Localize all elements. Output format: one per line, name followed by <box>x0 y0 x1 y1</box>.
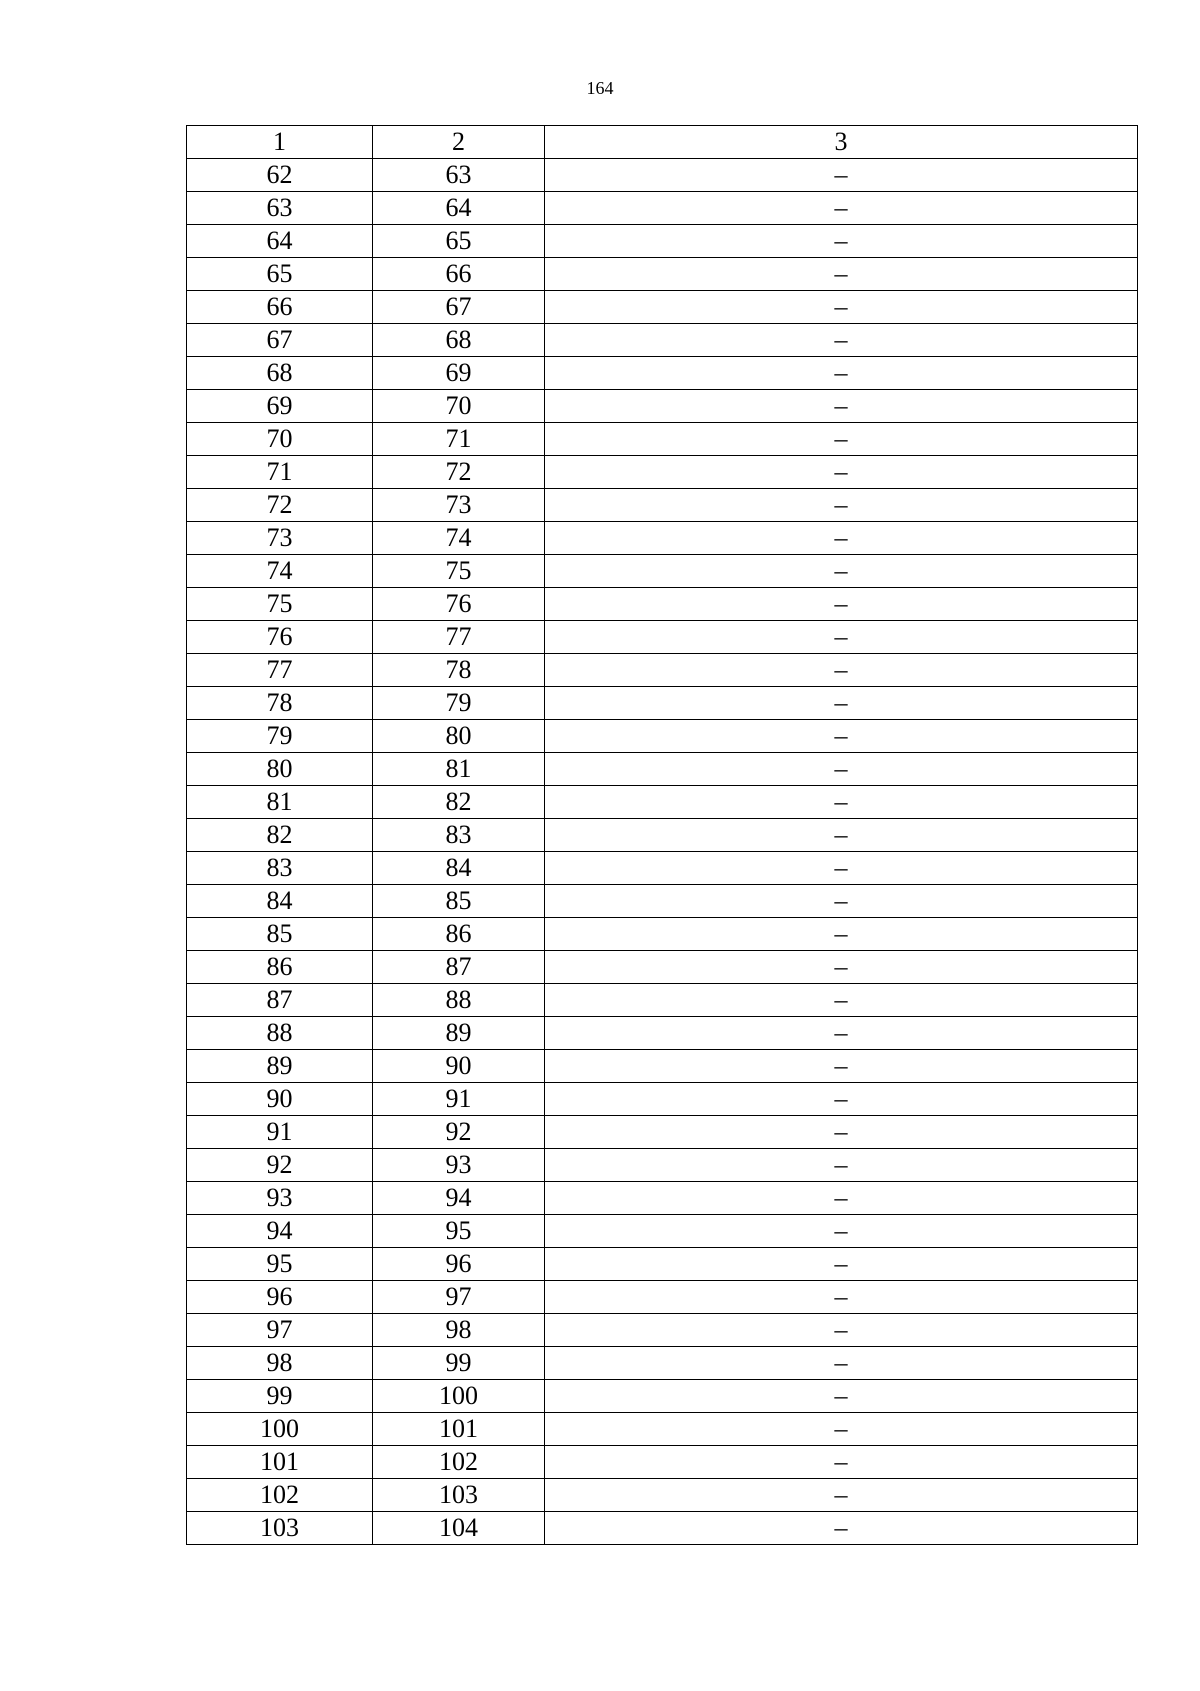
table-cell-col-3: – <box>545 654 1138 687</box>
table-row <box>187 918 1138 951</box>
table-cell-col-2: 68 <box>373 324 545 357</box>
table-cell-col-1: 91 <box>187 1116 373 1149</box>
table-row <box>187 1446 1138 1479</box>
table-row <box>187 984 1138 1017</box>
table-cell-col-1: 74 <box>187 555 373 588</box>
table-cell-col-2: 88 <box>373 984 545 1017</box>
table-cell-col-3: – <box>545 1380 1138 1413</box>
table-row <box>187 1347 1138 1380</box>
table-row <box>187 1479 1138 1512</box>
column-header-2: 2 <box>373 126 545 159</box>
table-cell-col-2: 85 <box>373 885 545 918</box>
table-cell-col-2: 69 <box>373 357 545 390</box>
table-cell-col-1: 94 <box>187 1215 373 1248</box>
table-row <box>187 588 1138 621</box>
table-row <box>187 324 1138 357</box>
table-cell-col-1: 87 <box>187 984 373 1017</box>
table-cell-col-1: 68 <box>187 357 373 390</box>
table-cell-col-3: – <box>545 1215 1138 1248</box>
table-cell-col-1: 102 <box>187 1479 373 1512</box>
table-cell-col-2: 71 <box>373 423 545 456</box>
table-row <box>187 291 1138 324</box>
table-cell-col-2: 76 <box>373 588 545 621</box>
table-cell-col-1: 103 <box>187 1512 373 1545</box>
table-row <box>187 1083 1138 1116</box>
table-row <box>187 687 1138 720</box>
table-cell-col-3: – <box>545 687 1138 720</box>
table-cell-col-1: 69 <box>187 390 373 423</box>
table-row <box>187 753 1138 786</box>
table-cell-col-1: 95 <box>187 1248 373 1281</box>
table-cell-col-3: – <box>545 951 1138 984</box>
table-cell-col-2: 92 <box>373 1116 545 1149</box>
column-header-1: 1 <box>187 126 373 159</box>
table-cell-col-2: 89 <box>373 1017 545 1050</box>
column-header-3: 3 <box>545 126 1138 159</box>
table-cell-col-2: 87 <box>373 951 545 984</box>
table-cell-col-1: 82 <box>187 819 373 852</box>
table-cell-col-3: – <box>545 390 1138 423</box>
table-cell-col-1: 78 <box>187 687 373 720</box>
table-row <box>187 1248 1138 1281</box>
table-row <box>187 786 1138 819</box>
table-cell-col-1: 83 <box>187 852 373 885</box>
table-row <box>187 1149 1138 1182</box>
table-row <box>187 1116 1138 1149</box>
table-cell-col-2: 78 <box>373 654 545 687</box>
table-cell-col-2: 65 <box>373 225 545 258</box>
table-cell-col-3: – <box>545 1182 1138 1215</box>
table-row <box>187 1380 1138 1413</box>
table-row <box>187 555 1138 588</box>
table-cell-col-1: 65 <box>187 258 373 291</box>
table-cell-col-2: 82 <box>373 786 545 819</box>
table-cell-col-3: – <box>545 522 1138 555</box>
table-cell-col-2: 99 <box>373 1347 545 1380</box>
table-cell-col-2: 86 <box>373 918 545 951</box>
table-cell-col-3: – <box>545 357 1138 390</box>
table-row <box>187 1512 1138 1545</box>
table-row <box>187 159 1138 192</box>
table-cell-col-3: – <box>545 720 1138 753</box>
table-cell-col-2: 77 <box>373 621 545 654</box>
table-cell-col-1: 64 <box>187 225 373 258</box>
table-cell-col-1: 100 <box>187 1413 373 1446</box>
table-cell-col-2: 67 <box>373 291 545 324</box>
table-cell-col-2: 75 <box>373 555 545 588</box>
table-cell-col-1: 90 <box>187 1083 373 1116</box>
table-cell-col-3: – <box>545 1347 1138 1380</box>
data-table <box>186 125 1138 1545</box>
table-cell-col-2: 72 <box>373 456 545 489</box>
table-cell-col-3: – <box>545 1050 1138 1083</box>
table-cell-col-1: 98 <box>187 1347 373 1380</box>
table-cell-col-3: – <box>545 918 1138 951</box>
table-cell-col-1: 72 <box>187 489 373 522</box>
table-cell-col-1: 96 <box>187 1281 373 1314</box>
table-cell-col-2: 95 <box>373 1215 545 1248</box>
table-cell-col-1: 62 <box>187 159 373 192</box>
table-cell-col-2: 96 <box>373 1248 545 1281</box>
table-cell-col-1: 66 <box>187 291 373 324</box>
table-cell-col-2: 94 <box>373 1182 545 1215</box>
table-cell-col-3: – <box>545 885 1138 918</box>
table-cell-col-1: 86 <box>187 951 373 984</box>
table-cell-col-1: 79 <box>187 720 373 753</box>
table-cell-col-1: 77 <box>187 654 373 687</box>
table-cell-col-1: 63 <box>187 192 373 225</box>
table-row <box>187 225 1138 258</box>
table-cell-col-3: – <box>545 1248 1138 1281</box>
table-cell-col-1: 88 <box>187 1017 373 1050</box>
table-cell-col-2: 101 <box>373 1413 545 1446</box>
table-cell-col-3: – <box>545 1281 1138 1314</box>
table-cell-col-3: – <box>545 1017 1138 1050</box>
table-cell-col-3: – <box>545 1413 1138 1446</box>
table-cell-col-1: 73 <box>187 522 373 555</box>
table-cell-col-2: 66 <box>373 258 545 291</box>
table-cell-col-3: – <box>545 423 1138 456</box>
table-cell-col-3: – <box>545 489 1138 522</box>
table-cell-col-1: 84 <box>187 885 373 918</box>
table-row <box>187 1413 1138 1446</box>
table-body <box>187 126 1138 1545</box>
table-cell-col-3: – <box>545 192 1138 225</box>
table-row <box>187 1050 1138 1083</box>
table-cell-col-2: 74 <box>373 522 545 555</box>
table-row <box>187 357 1138 390</box>
table-cell-col-2: 81 <box>373 753 545 786</box>
table-row <box>187 720 1138 753</box>
table-cell-col-1: 80 <box>187 753 373 786</box>
table-cell-col-3: – <box>545 786 1138 819</box>
table-row <box>187 951 1138 984</box>
table-cell-col-3: – <box>545 159 1138 192</box>
table-cell-col-2: 104 <box>373 1512 545 1545</box>
table-cell-col-2: 97 <box>373 1281 545 1314</box>
table-cell-col-3: – <box>545 588 1138 621</box>
table-row <box>187 1182 1138 1215</box>
table-cell-col-3: – <box>545 1512 1138 1545</box>
table-cell-col-2: 64 <box>373 192 545 225</box>
table-cell-col-2: 93 <box>373 1149 545 1182</box>
table-row <box>187 390 1138 423</box>
table-row <box>187 522 1138 555</box>
table-cell-col-3: – <box>545 225 1138 258</box>
table-cell-col-1: 76 <box>187 621 373 654</box>
table-cell-col-1: 92 <box>187 1149 373 1182</box>
table-cell-col-3: – <box>545 324 1138 357</box>
table-cell-col-1: 101 <box>187 1446 373 1479</box>
table-cell-col-3: – <box>545 456 1138 489</box>
table-cell-col-1: 81 <box>187 786 373 819</box>
table-cell-col-2: 84 <box>373 852 545 885</box>
page-number: 164 <box>586 78 614 98</box>
table-cell-col-2: 63 <box>373 159 545 192</box>
table-cell-col-2: 90 <box>373 1050 545 1083</box>
table-cell-col-3: – <box>545 1446 1138 1479</box>
table-cell-col-3: – <box>545 753 1138 786</box>
table-cell-col-3: – <box>545 1116 1138 1149</box>
table-row <box>187 1017 1138 1050</box>
table-cell-col-1: 71 <box>187 456 373 489</box>
table-row <box>187 258 1138 291</box>
table-row <box>187 192 1138 225</box>
table-cell-col-1: 70 <box>187 423 373 456</box>
table-cell-col-3: – <box>545 1314 1138 1347</box>
table-cell-col-3: – <box>545 555 1138 588</box>
table-cell-col-2: 100 <box>373 1380 545 1413</box>
table-cell-col-1: 97 <box>187 1314 373 1347</box>
table-row <box>187 621 1138 654</box>
table-cell-col-1: 67 <box>187 324 373 357</box>
table-cell-col-1: 89 <box>187 1050 373 1083</box>
table-cell-col-3: – <box>545 984 1138 1017</box>
table-cell-col-2: 103 <box>373 1479 545 1512</box>
table-row <box>187 1215 1138 1248</box>
table-cell-col-3: – <box>545 852 1138 885</box>
table-row <box>187 852 1138 885</box>
table-row <box>187 423 1138 456</box>
table-row <box>187 819 1138 852</box>
table-cell-col-2: 83 <box>373 819 545 852</box>
table-row <box>187 885 1138 918</box>
table-cell-col-3: – <box>545 621 1138 654</box>
table-cell-col-3: – <box>545 1083 1138 1116</box>
table-row <box>187 1281 1138 1314</box>
table-cell-col-1: 93 <box>187 1182 373 1215</box>
table-cell-col-2: 70 <box>373 390 545 423</box>
table-cell-col-2: 79 <box>373 687 545 720</box>
table-row <box>187 654 1138 687</box>
table-cell-col-2: 80 <box>373 720 545 753</box>
table-cell-col-3: – <box>545 291 1138 324</box>
table-cell-col-3: – <box>545 819 1138 852</box>
table-row <box>187 489 1138 522</box>
table-cell-col-3: – <box>545 1149 1138 1182</box>
table-cell-col-2: 91 <box>373 1083 545 1116</box>
table-cell-col-2: 102 <box>373 1446 545 1479</box>
table-header-row <box>187 126 1138 159</box>
table-cell-col-1: 99 <box>187 1380 373 1413</box>
table-row <box>187 1314 1138 1347</box>
table-cell-col-1: 85 <box>187 918 373 951</box>
table-cell-col-2: 98 <box>373 1314 545 1347</box>
table-cell-col-3: – <box>545 1479 1138 1512</box>
table-cell-col-2: 73 <box>373 489 545 522</box>
table-row <box>187 456 1138 489</box>
table-cell-col-1: 75 <box>187 588 373 621</box>
table-cell-col-3: – <box>545 258 1138 291</box>
